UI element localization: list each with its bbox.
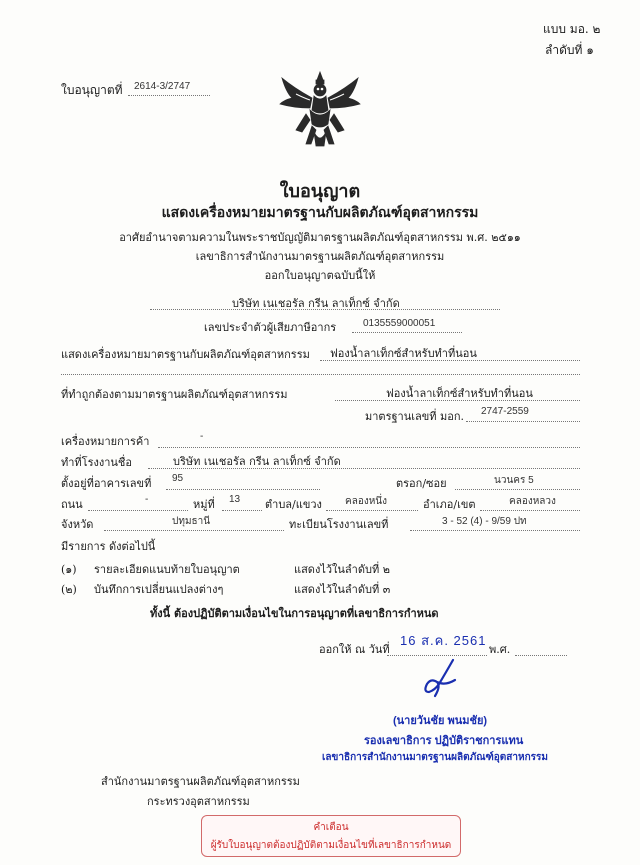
subdistrict-label: ตำบล/แขวง [265, 498, 322, 511]
attachment-1-num: (๑) [61, 563, 77, 576]
attachment-1-text: รายละเอียดแนบท้ายใบอนุญาต [94, 563, 240, 576]
standard-label: ที่ทำถูกต้องตามมาตรฐานผลิตภัณฑ์อุตสาหกรรม [61, 388, 288, 401]
trademark-value: - [200, 431, 204, 442]
standard-product: ฟองน้ำลาเท็กซ์สำหรับทำที่นอน [386, 387, 533, 400]
warning-title: คำเตือน [313, 822, 349, 833]
district-label: อำเภอ/เขต [423, 498, 476, 511]
page-label: ลำดับที่ ๑ [545, 43, 594, 57]
factory-reg-value: 3 - 52 (4) - 9/59 ปท [442, 516, 527, 527]
road-value: - [145, 494, 149, 505]
soi-value: นวนคร 5 [494, 475, 534, 486]
road-label: ถนน [61, 498, 83, 511]
building-no: 95 [172, 473, 184, 484]
signer-name: (นายวันชัย พนมชัย) [393, 715, 488, 727]
moo-value: 13 [229, 494, 241, 505]
document-title: ใบอนุญาต [279, 181, 361, 202]
product-label: แสดงเครื่องหมายมาตรฐานกับผลิตภัณฑ์อุตสาหกรรม [61, 348, 310, 361]
attachments-heading: มีรายการ ดังต่อไปนี้ [61, 540, 156, 553]
province-label: จังหวัด [61, 518, 94, 531]
signature-icon [415, 656, 461, 702]
building-no-label: ตั้งอยู่ที่อาคารเลขที่ [61, 477, 152, 490]
condition-text: ทั้งนี้ ต้องปฏิบัติตามเงื่อนไขในการอนุญาตที่เลขาธิการกำหนด [150, 607, 439, 620]
license-no-label: ใบอนุญาตที่ [61, 83, 123, 97]
signer-title-1: รองเลขาธิการ ปฏิบัติราชการแทน [364, 735, 524, 747]
warning-text: ผู้รับใบอนุญาตต้องปฏิบัติตามเงื่อนไขที่เลขาธิการกำหนด [210, 840, 452, 851]
attachment-2-ref: แสดงไว้ในลำดับที่ ๓ [294, 583, 391, 596]
office-line-1: สำนักงานมาตรฐานผลิตภัณฑ์อุตสาหกรรม [101, 775, 300, 788]
standard-no: 2747-2559 [481, 406, 529, 417]
document-subtitle: แสดงเครื่องหมายมาตรฐานกับผลิตภัณฑ์อุตสาหกรรม [161, 205, 479, 221]
intro-line-1: อาศัยอำนาจตามความในพระราชบัญญัติมาตรฐานผลิตภัณฑ์อุตสาหกรรม พ.ศ. ๒๕๑๑ [119, 231, 521, 244]
intro-line-2: เลขาธิการสำนักงานมาตรฐานผลิตภัณฑ์อุตสาหกรรม [195, 250, 445, 263]
factory-reg-label: ทะเบียนโรงงานเลขที่ [289, 518, 389, 531]
district-value: คลองหลวง [509, 496, 556, 507]
attachment-1-ref: แสดงไว้ในลำดับที่ ๒ [294, 563, 390, 576]
tax-id-label: เลขประจำตัวผู้เสียภาษีอากร [204, 321, 337, 334]
tax-id: 0135559000051 [363, 318, 436, 329]
signer-title-2: เลขาธิการสำนักงานมาตรฐานผลิตภัณฑ์อุตสาหกรรม [322, 752, 548, 763]
intro-line-3: ออกใบอนุญาตฉบับนี้ให้ [264, 269, 376, 282]
soi-label: ตรอก/ซอย [396, 477, 447, 490]
issued-suffix: พ.ศ. [489, 643, 511, 656]
warning-box [201, 815, 461, 857]
standard-no-label: มาตรฐานเลขที่ มอก. [365, 410, 465, 423]
office-line-2: กระทรวงอุตสาหกรรม [147, 795, 250, 808]
attachment-2-text: บันทึกการเปลี่ยนแปลงต่างๆ [94, 583, 224, 596]
issued-date-stamp: 16 ส.ค. 2561 [400, 633, 487, 648]
licensee-name: บริษัท เนเชอรัล กรีน ลาเท็กซ์ จำกัด [232, 297, 400, 310]
factory-label: ทำที่โรงงานชื่อ [61, 456, 133, 469]
attachment-2-num: (๒) [61, 583, 77, 596]
moo-label: หมู่ที่ [193, 498, 215, 511]
subdistrict-value: คลองหนึ่ง [345, 496, 388, 507]
trademark-label: เครื่องหมายการค้า [61, 435, 150, 448]
license-no: 2614-3/2747 [134, 81, 191, 92]
product-name: ฟองน้ำลาเท็กซ์สำหรับทำที่นอน [330, 347, 477, 360]
issued-label: ออกให้ ณ วันที่ [319, 643, 390, 656]
form-code: แบบ มอ. ๒ [543, 22, 601, 36]
province-value: ปทุมธานี [172, 516, 211, 527]
factory-name: บริษัท เนเชอรัล กรีน ลาเท็กซ์ จำกัด [173, 455, 341, 468]
garuda-emblem-icon [276, 70, 364, 152]
